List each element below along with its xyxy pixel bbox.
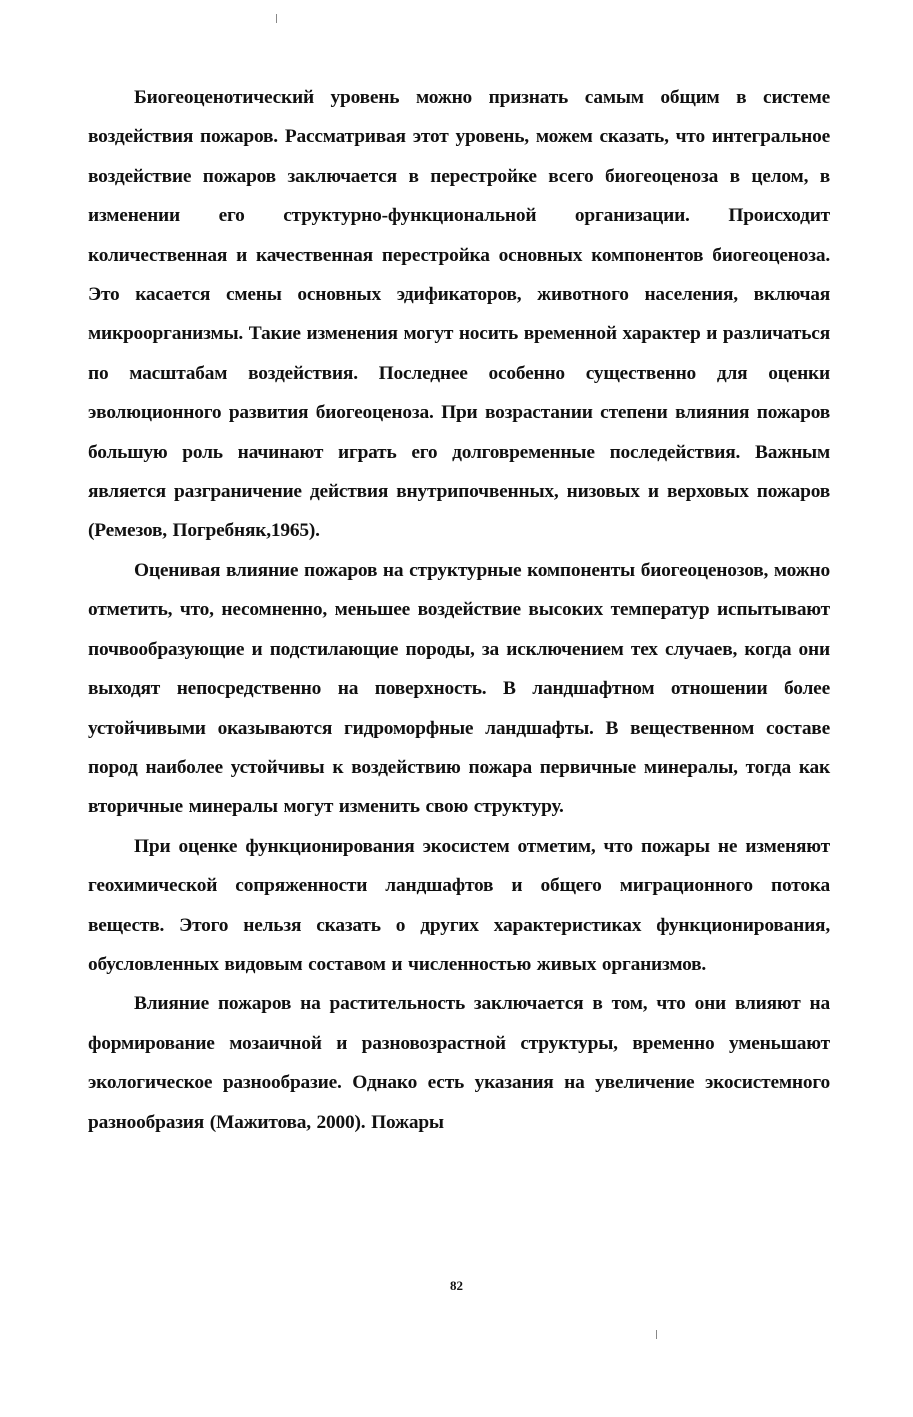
scan-speck-bottom	[656, 1330, 657, 1339]
paragraph-3: При оценке функционирования экосистем отметим, что пожары не изменяют геохимической сопряженности ландшафтов и общего миграционного потока веществ. Этого нельзя сказать о других характеристиках функционирования, обусловленных видовым составом и численностью живых организмов.	[88, 835, 830, 975]
scan-speck-top	[276, 14, 277, 23]
page-number: 82	[450, 1278, 463, 1293]
paragraph-2: Оценивая влияние пожаров на структурные компоненты биогеоценозов, можно отметить, что, несомненно, меньшее воздействие высоких температур испытывают почвообразующие и подстилающие породы, за исключением тех случаев, когда они выходят непосредственно на поверхность. В ландшафтном отношении более устойчивыми оказываются гидроморфные ландшафты. В вещественном составе пород наиболее устойчивы к воздействию пожара первичные минералы, тогда как вторичные минералы могут изменить свою структуру.	[88, 559, 830, 818]
paragraph-4: Влияние пожаров на растительность заключается в том, что они влияют на формирование мозаичной и разновозрастной структуры, временно уменьшают экологическое разнообразие. Однако есть указания на увеличение экосистемного разнообразия (Мажитова, 2000). Пожары	[88, 993, 830, 1133]
body-text	[88, 78, 830, 1142]
paragraph-1: Биогеоценотический уровень можно признать самым общим в системе воздействия пожаров. Рассматривая этот уровень, можем сказать, что интегральное воздействие пожаров заключается в перестройке всего биогеоценоза в целом, в изменении его структурно-функциональной организации. Происходит количественная и качественная перестройка основных компонентов биогеоценоза. Это касается смены основных эдификаторов, животного населения, включая микроорганизмы. Такие изменения могут носить временной характер и различаться по масштабам воздействия. Последнее особенно существенно для оценки эволюционного развития биогеоценоза. При возрастании степени влияния пожаров большую роль начинают играть его долговременные последействия. Важным является разграничение действия внутрипочвенных, низовых и верховых пожаров (Ремезов, Погребняк,1965).	[88, 87, 830, 542]
